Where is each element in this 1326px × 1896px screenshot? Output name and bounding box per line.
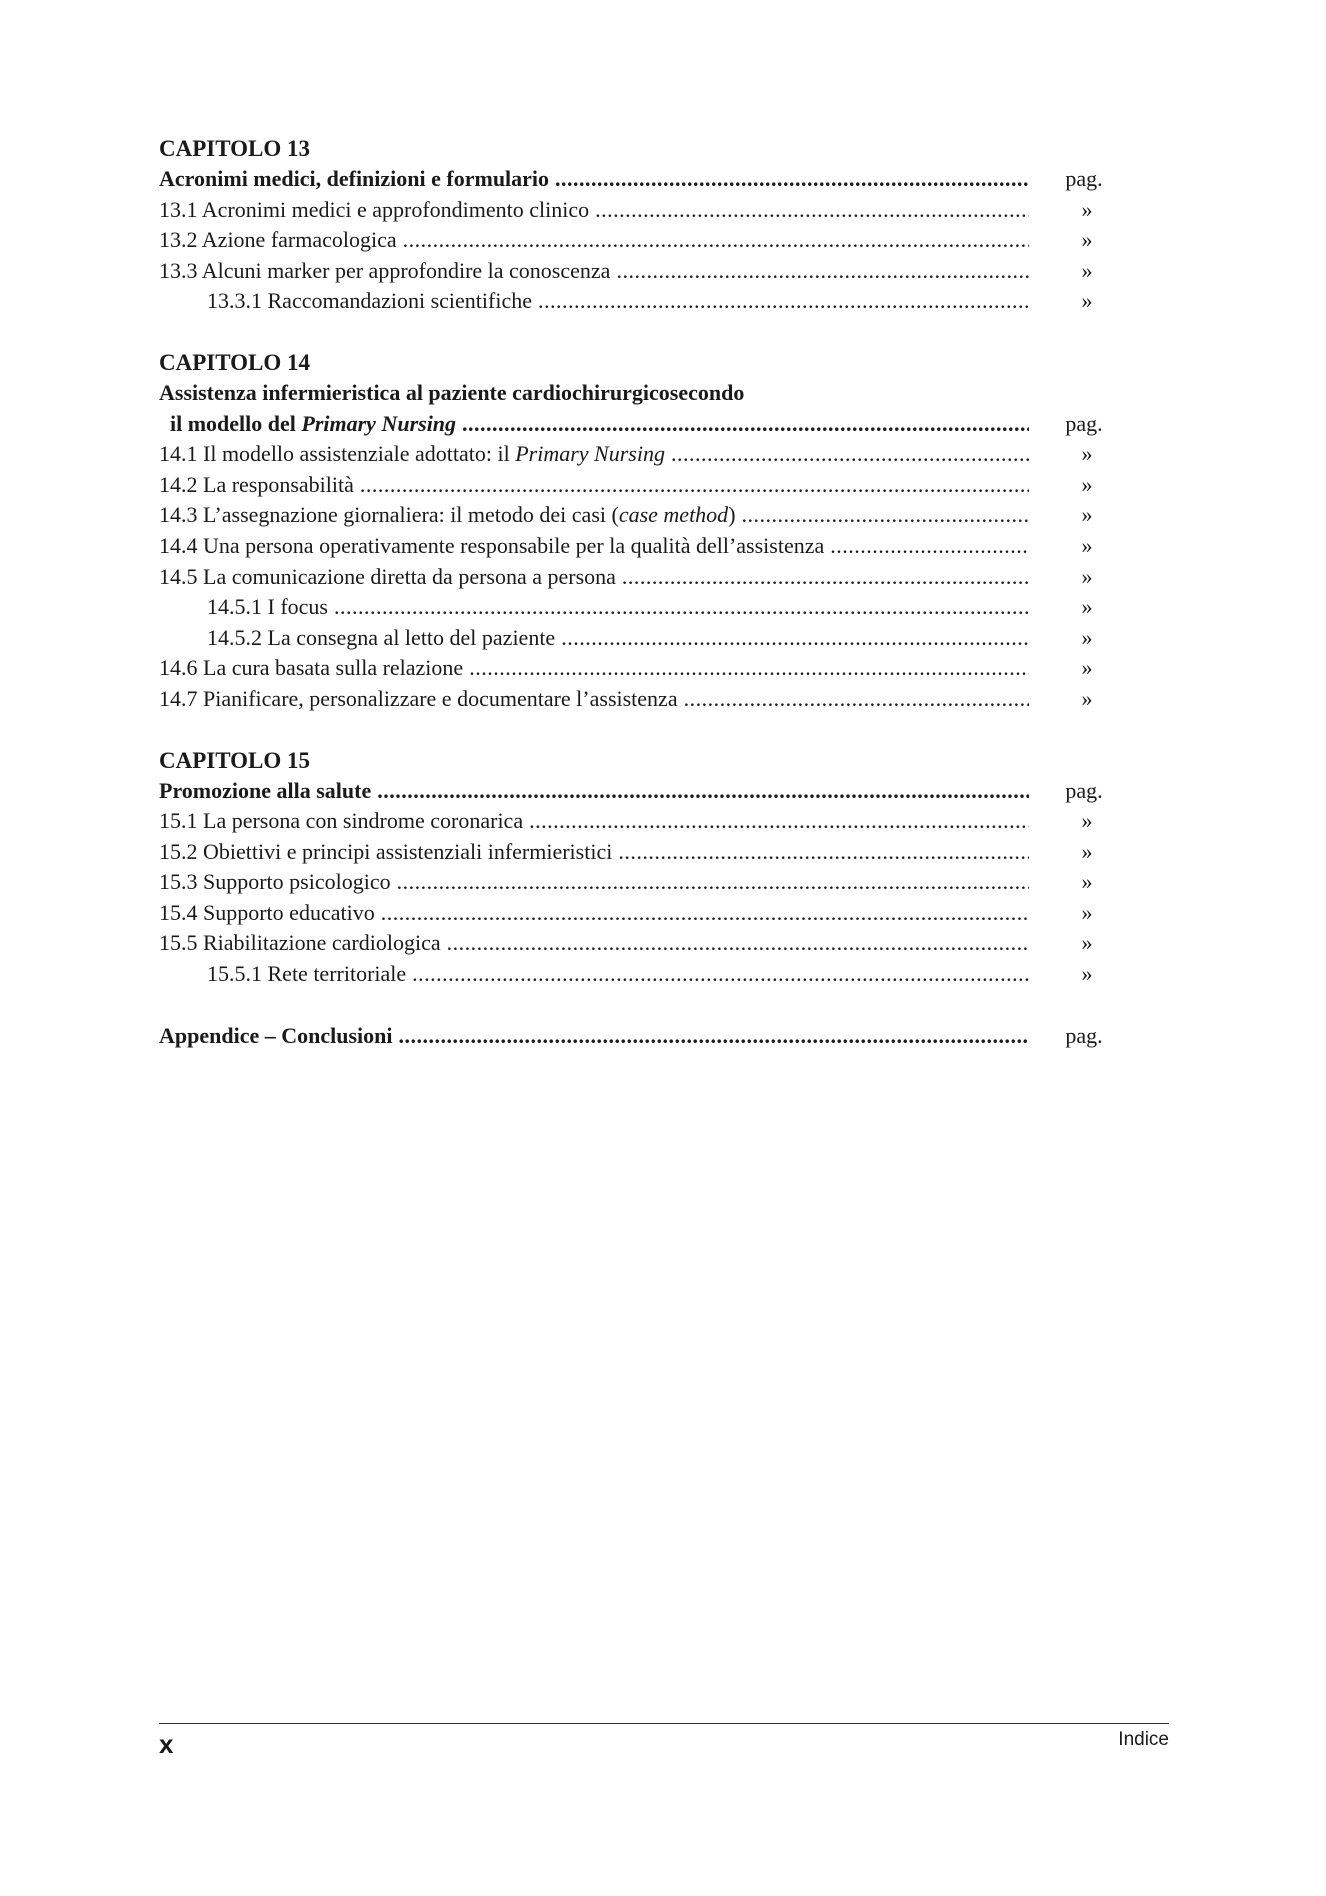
toc-entry-text: 13.3.1 Raccomandazioni scientifiche ..... — [207, 286, 1029, 317]
page-ref: » — [1081, 869, 1093, 895]
running-head: Indice — [1118, 1729, 1169, 1750]
table-of-contents — [159, 134, 1109, 1051]
chapter-title: Acronimi medici, definizioni e formulario ..... — [159, 164, 1029, 195]
page-ref: » — [1081, 594, 1093, 620]
page-ref: » — [1081, 808, 1093, 834]
page-ref: » — [1081, 655, 1093, 681]
toc-entry — [159, 653, 1109, 684]
chapter-label: CAPITOLO 15 — [159, 747, 311, 773]
page-ref: » — [1081, 227, 1093, 253]
entry-text: 14.1 Il modello assistenziale adottato: il — [159, 441, 516, 467]
chapter-title-row — [159, 776, 1109, 807]
toc-subentry — [159, 959, 1109, 990]
toc-entry — [159, 470, 1109, 501]
entry-italic: Primary Nursing — [515, 441, 665, 467]
title-italic: Primary Nursing — [301, 410, 457, 436]
toc-entry — [159, 837, 1109, 868]
page-ref: pag. — [1065, 777, 1103, 803]
toc-entry — [159, 531, 1109, 562]
toc-entry-text — [159, 500, 1029, 531]
toc-entry-text: 15.2 Obiettivi e principi assistenziali infermieristici ..... — [159, 837, 1029, 868]
toc-entry — [159, 928, 1109, 959]
toc-subentry — [159, 623, 1109, 654]
chapter-title: Assistenza infermieristica al paziente cardiochirurgicosecondo — [159, 379, 745, 405]
toc-entry-text — [159, 439, 1029, 470]
page-ref: » — [1081, 563, 1093, 589]
page-ref: » — [1081, 961, 1093, 987]
page-ref: » — [1081, 930, 1093, 956]
page-ref: » — [1081, 532, 1093, 558]
page-folio: x — [159, 1729, 174, 1759]
toc-entry-text: 14.2 La responsabilità ..... — [159, 470, 1029, 501]
chapter-14 — [159, 348, 1109, 715]
toc-entry-text: 15.5 Riabilitazione cardiologica ..... — [159, 928, 1029, 959]
page-ref: » — [1081, 899, 1093, 925]
chapter-label: CAPITOLO 14 — [159, 349, 311, 375]
appendix-row — [159, 1021, 1109, 1052]
toc-entry — [159, 562, 1109, 593]
toc-entry — [159, 256, 1109, 287]
toc-entry — [159, 867, 1109, 898]
page-ref: » — [1081, 288, 1093, 314]
toc-subentry — [159, 592, 1109, 623]
toc-subentry — [159, 286, 1109, 317]
toc-entry-text: 13.1 Acronimi medici e approfondimento clinico ..... — [159, 195, 1029, 226]
toc-entry-text: 14.5.2 La consegna al letto del paziente ..... — [207, 623, 1029, 654]
page-ref: pag. — [1065, 410, 1103, 436]
page-ref: » — [1081, 196, 1093, 222]
chapter-title-continued — [170, 409, 1029, 440]
page-ref: » — [1081, 685, 1093, 711]
page-ref: » — [1081, 257, 1093, 283]
chapter-title-row — [159, 409, 1109, 440]
toc-entry-text: 14.6 La cura basata sulla relazione ..... — [159, 653, 1029, 684]
page-ref: » — [1081, 838, 1093, 864]
toc-entry-text: 13.2 Azione farmacologica ..... — [159, 225, 1029, 256]
toc-entry-text: 14.7 Pianificare, personalizzare e documentare l’assistenza ..... — [159, 684, 1029, 715]
chapter-label: CAPITOLO 13 — [159, 136, 311, 161]
toc-entry — [159, 684, 1109, 715]
toc-entry-text: 15.4 Supporto educativo ..... — [159, 898, 1029, 929]
chapter-13 — [159, 134, 1109, 317]
toc-entry-text: 15.3 Supporto psicologico ..... — [159, 867, 1029, 898]
toc-entry — [159, 806, 1109, 837]
chapter-title-row — [159, 164, 1109, 195]
chapter-title: Promozione alla salute ..... — [159, 776, 1029, 807]
entry-text-end: ) — [728, 502, 736, 528]
page-ref: pag. — [1065, 166, 1103, 191]
appendix-title: Appendice – Conclusioni ..... — [159, 1021, 1029, 1052]
footer-rule — [159, 1723, 1169, 1724]
page-ref: » — [1081, 441, 1093, 467]
toc-entry-text: 14.4 Una persona operativamente responsabile per la qualità dell’assistenza ..... — [159, 531, 1029, 562]
toc-entry — [159, 898, 1109, 929]
page-ref: » — [1081, 624, 1093, 650]
appendix — [159, 1021, 1109, 1052]
toc-entry-text: 15.5.1 Rete territoriale ..... — [207, 959, 1029, 990]
entry-text: 14.3 L’assegnazione giornaliera: il metodo dei casi ( — [159, 502, 619, 528]
page-ref: » — [1081, 471, 1093, 497]
entry-italic: case method — [618, 502, 729, 528]
page-ref: » — [1081, 502, 1093, 528]
toc-entry — [159, 439, 1109, 470]
page-ref: pag. — [1065, 1022, 1103, 1048]
toc-entry-text: 15.1 La persona con sindrome coronarica ..... — [159, 806, 1029, 837]
toc-entry-text: 14.5.1 I focus ..... — [207, 592, 1029, 623]
toc-entry-text: 13.3 Alcuni marker per approfondire la conoscenza ..... — [159, 256, 1029, 287]
toc-entry-text: 14.5 La comunicazione diretta da persona a persona ..... — [159, 562, 1029, 593]
toc-entry — [159, 195, 1109, 226]
title-text: il modello del — [170, 410, 302, 436]
chapter-15 — [159, 746, 1109, 990]
toc-entry — [159, 225, 1109, 256]
toc-entry — [159, 500, 1109, 531]
